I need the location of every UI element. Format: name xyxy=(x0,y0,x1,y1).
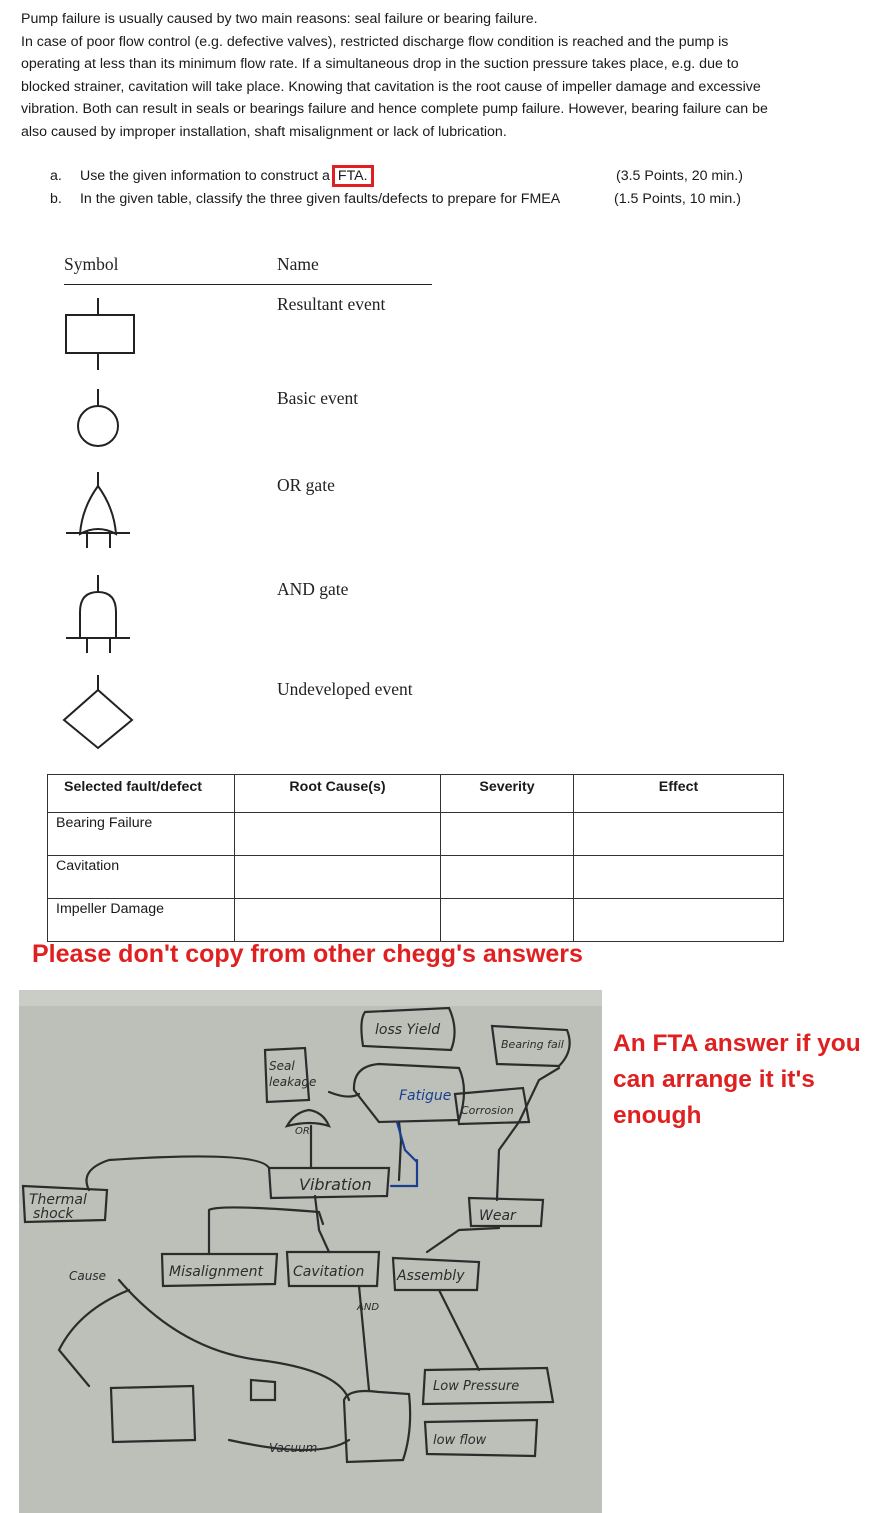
circle-icon xyxy=(78,389,118,446)
svg-text:Low Pressure: Low Pressure xyxy=(433,1379,520,1394)
fmea-effect-cell[interactable] xyxy=(574,813,784,856)
question-b xyxy=(50,191,560,207)
table-row xyxy=(48,813,784,856)
symbol-name-resultant: Resultant event xyxy=(277,294,386,314)
whiteboard-fta-sketch xyxy=(19,990,602,1513)
table-row xyxy=(48,899,784,942)
fmea-root-cause-cell[interactable] xyxy=(235,856,441,899)
whiteboard-photo xyxy=(19,990,602,1513)
fmea-effect-cell[interactable] xyxy=(574,856,784,899)
svg-text:Cavitation: Cavitation xyxy=(293,1264,365,1280)
fmea-fault-cell: Bearing Failure xyxy=(48,813,235,856)
or-gate-icon xyxy=(66,472,130,548)
fmea-header-root-cause: Root Cause(s) xyxy=(235,775,441,813)
rectangle-icon xyxy=(66,298,134,370)
fta-highlight: FTA. xyxy=(332,165,374,187)
fmea-severity-cell[interactable] xyxy=(441,899,574,942)
question-b-letter: b. xyxy=(50,191,62,207)
svg-text:leakage: leakage xyxy=(269,1075,317,1089)
symbol-name-and: AND gate xyxy=(277,579,349,599)
svg-text:Corrosion: Corrosion xyxy=(461,1104,514,1117)
fmea-effect-cell[interactable] xyxy=(574,899,784,942)
question-b-points: (1.5 Points, 10 min.) xyxy=(614,191,741,207)
symbol-name-undeveloped: Undeveloped event xyxy=(277,679,413,699)
fmea-table xyxy=(47,774,784,942)
svg-text:Bearing fail: Bearing fail xyxy=(501,1038,564,1051)
svg-text:OR: OR xyxy=(295,1126,310,1137)
question-a xyxy=(50,168,374,184)
problem-statement xyxy=(21,8,771,143)
question-b-text: In the given table, classify the three given faults/defects to prepare for FMEA xyxy=(79,191,561,207)
fmea-header-effect: Effect xyxy=(574,775,784,813)
fmea-header-fault: Selected fault/defect xyxy=(48,775,235,813)
svg-text:Fatigue: Fatigue xyxy=(399,1088,452,1104)
svg-text:Cause: Cause xyxy=(69,1269,106,1283)
table-row xyxy=(48,856,784,899)
question-a-letter: a. xyxy=(50,168,62,184)
diamond-icon xyxy=(64,675,132,748)
svg-text:AND: AND xyxy=(357,1302,380,1313)
svg-text:Wear: Wear xyxy=(479,1208,516,1224)
fta-side-note: An FTA answer if you can arrange it it's enough xyxy=(613,1030,861,1129)
fmea-severity-cell[interactable] xyxy=(441,856,574,899)
intro-paragraph: In case of poor flow control (e.g. defective valves), restricted discharge flow condition is reached and the pump is operating at less than its minimum flow rate. If a simultaneous drop in the suction pressure takes place, e.g. due to blocked strainer, cavitation will take place. Knowing that cavitation is the root cause of impeller damage and excessive vibration. Both can result in seals or bearings failure and hence complete pump failure. However, bearing failure can be also caused by improper installation, shaft misalignment or lack of lubrication. xyxy=(21,33,768,140)
no-copy-note: Please don't copy from other chegg's answers xyxy=(32,940,583,968)
svg-text:Vacuum: Vacuum xyxy=(269,1441,318,1455)
fmea-fault-cell: Cavitation xyxy=(48,856,235,899)
name-header: Name xyxy=(277,254,319,274)
header-divider xyxy=(64,284,432,285)
symbol-header: Symbol xyxy=(64,254,119,274)
symbol-name-basic: Basic event xyxy=(277,388,359,408)
fmea-root-cause-cell[interactable] xyxy=(235,899,441,942)
and-gate-icon xyxy=(66,575,130,653)
fmea-header-severity: Severity xyxy=(441,775,574,813)
fmea-header-row xyxy=(48,775,784,813)
svg-text:shock: shock xyxy=(33,1206,74,1222)
question-a-text: Use the given information to construct a xyxy=(79,168,330,184)
fmea-fault-cell: Impeller Damage xyxy=(48,899,235,942)
svg-text:loss Yield: loss Yield xyxy=(375,1022,441,1038)
question-a-points: (3.5 Points, 20 min.) xyxy=(616,168,743,184)
symbol-name-or: OR gate xyxy=(277,475,335,495)
fmea-severity-cell[interactable] xyxy=(441,813,574,856)
svg-text:Seal: Seal xyxy=(269,1059,295,1073)
svg-text:Assembly: Assembly xyxy=(397,1268,465,1284)
svg-text:Misalignment: Misalignment xyxy=(169,1264,263,1280)
svg-text:Vibration: Vibration xyxy=(299,1175,372,1194)
symbol-icons xyxy=(60,290,180,750)
svg-text:Thermal: Thermal xyxy=(29,1192,87,1208)
symbol-table xyxy=(60,250,440,750)
fmea-root-cause-cell[interactable] xyxy=(235,813,441,856)
svg-text:low flow: low flow xyxy=(433,1433,487,1448)
intro-line: Pump failure is usually caused by two main reasons: seal failure or bearing failure. xyxy=(21,11,538,27)
